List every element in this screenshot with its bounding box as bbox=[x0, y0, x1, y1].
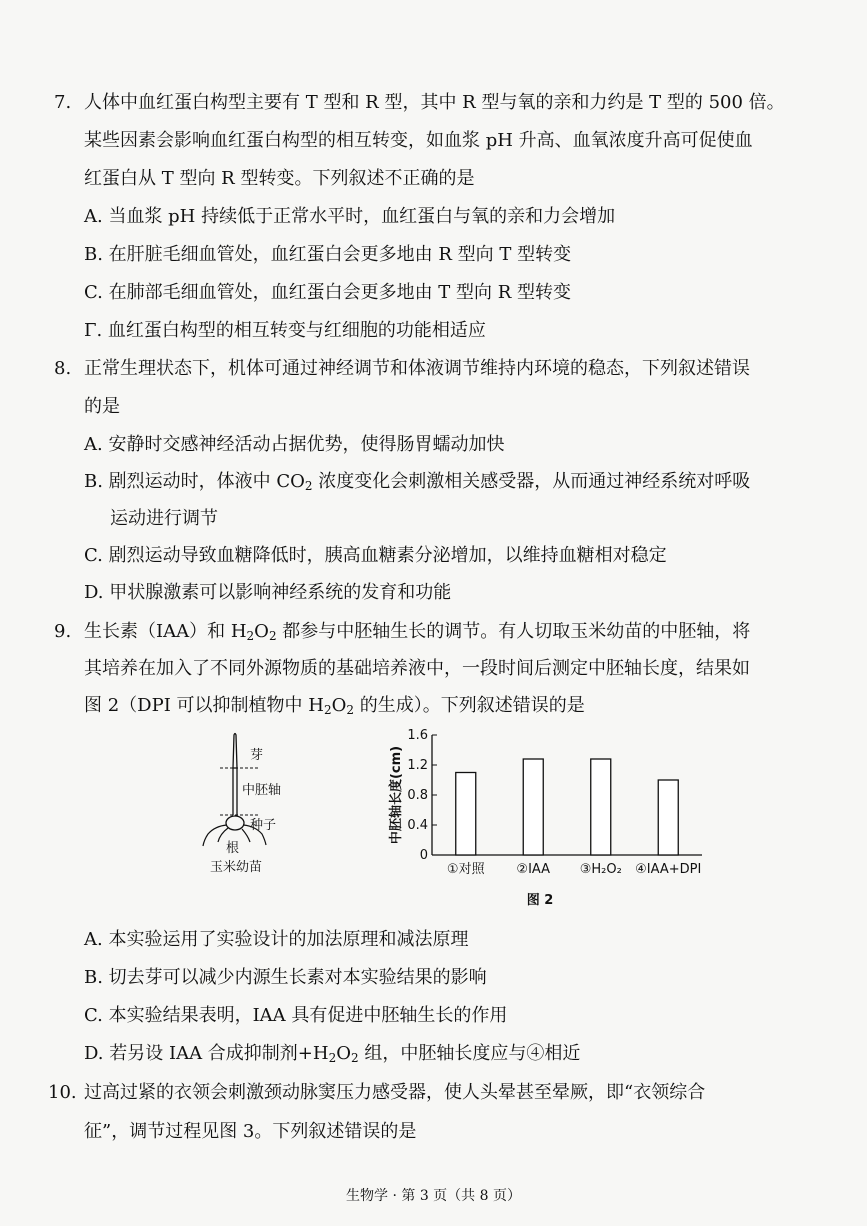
q8-option-b-text-rest: 浓度变化会刺激相关感受器，从而通过神经系统对呼吸 bbox=[312, 471, 751, 492]
q8-option-b bbox=[84, 470, 750, 494]
y-tick-label: 0 bbox=[419, 848, 428, 863]
bar bbox=[456, 773, 476, 856]
x-tick-label: ③H₂O₂ bbox=[579, 862, 622, 877]
sub-2: 2 bbox=[268, 629, 277, 643]
x-tick-label: ②IAA bbox=[516, 862, 551, 877]
q9-stem-text: O bbox=[331, 695, 347, 716]
y-axis-label: 中胚轴长度(cm) bbox=[389, 745, 404, 845]
q7-option-b: B. 在肝脏毛细血管处，血红蛋白会更多地由 R 型向 T 型转变 bbox=[84, 244, 572, 265]
q7-option-c: C. 在肺部毛细血管处，血红蛋白会更多地由 T 型向 R 型转变 bbox=[84, 282, 572, 303]
sub-2: 2 bbox=[350, 1051, 359, 1065]
sub-2: 2 bbox=[246, 629, 255, 643]
q9-option-a: A. 本实验运用了实验设计的加法原理和减法原理 bbox=[84, 929, 469, 950]
q9-stem-text: 都参与中胚轴生长的调节。有人切取玉米幼苗的中胚轴，将 bbox=[276, 621, 751, 642]
q8-option-d: D. 甲状腺激素可以影响神经系统的发育和功能 bbox=[84, 582, 452, 603]
q7-stem-line-1: 人体中血红蛋白构型主要有 T 型和 R 型，其中 R 型与氧的亲和力约是 T 型的 500 倍。 bbox=[84, 92, 785, 113]
q9-option-d-text: D. 若另设 IAA 合成抑制剂+H bbox=[84, 1043, 329, 1064]
seedling-caption: 玉米幼苗 bbox=[210, 860, 263, 875]
mesocotyl-label: 中胚轴 bbox=[242, 783, 282, 798]
q8-option-c: C. 剧烈运动导致血糖降低时，胰高血糖素分泌增加，以维持血糖相对稳定 bbox=[84, 545, 667, 566]
bar bbox=[591, 759, 611, 855]
q9-stem-line-2: 其培养在加入了不同外源物质的基础培养液中，一段时间后测定中胚轴长度，结果如 bbox=[84, 658, 750, 679]
q9-option-d-text: O bbox=[336, 1043, 351, 1064]
page-footer: 生物学 · 第 3 页（共 8 页） bbox=[346, 1188, 521, 1204]
sub-2: 2 bbox=[323, 703, 332, 717]
q10-number: 10. bbox=[48, 1082, 77, 1103]
sub-2: 2 bbox=[346, 703, 355, 717]
seed-label: 种子 bbox=[250, 818, 277, 833]
q9-number: 9. bbox=[54, 621, 72, 642]
bar bbox=[523, 759, 543, 855]
chart-svg bbox=[380, 725, 710, 910]
y-tick-label: 0.4 bbox=[407, 818, 428, 833]
q9-stem-text: 生长素（IAA）和 H bbox=[84, 621, 247, 642]
q9-stem-line-3 bbox=[84, 694, 585, 718]
q8-option-b-sub: 2 bbox=[304, 479, 313, 493]
sub-2: 2 bbox=[328, 1051, 337, 1065]
mesocotyl-length-chart bbox=[380, 725, 710, 910]
bar bbox=[658, 780, 678, 855]
q9-option-c: C. 本实验结果表明，IAA 具有促进中胚轴生长的作用 bbox=[84, 1005, 508, 1026]
chart-caption: 图 2 bbox=[526, 893, 554, 908]
q9-option-d-text: 组，中胚轴长度应与④相近 bbox=[358, 1043, 581, 1064]
bud-label: 芽 bbox=[250, 748, 264, 763]
q10-stem-line-1: 过高过紧的衣领会刺激颈动脉窦压力感受器，使人头晕甚至晕厥，即“衣领综合 bbox=[84, 1082, 706, 1103]
q7-option-d: Γ. 血红蛋白构型的相互转变与红细胞的功能相适应 bbox=[84, 320, 486, 341]
root-label: 根 bbox=[226, 841, 240, 856]
q8-option-b-text: B. 剧烈运动时，体液中 CO bbox=[84, 471, 305, 492]
y-tick-label: 1.6 bbox=[407, 728, 428, 743]
q9-stem-text: 的生成）。下列叙述错误的是 bbox=[354, 695, 585, 716]
q9-stem-line-1 bbox=[84, 620, 750, 644]
q9-stem-text: O bbox=[254, 621, 269, 642]
q7-option-a: A. 当血浆 pH 持续低于正常水平时，血红蛋白与氧的亲和力会增加 bbox=[84, 206, 616, 227]
q9-option-d bbox=[84, 1042, 580, 1066]
q8-stem-line-2: 的是 bbox=[84, 396, 120, 417]
q7-number: 7. bbox=[54, 92, 72, 113]
q9-stem-text: 图 2（DPI 可以抑制植物中 H bbox=[84, 695, 324, 716]
q8-stem-line-1: 正常生理状态下，机体可通过神经调节和体液调节维持内环境的稳态，下列叙述错误 bbox=[84, 358, 750, 379]
x-tick-label: ①对照 bbox=[446, 862, 485, 877]
q10-stem-line-2: 征”，调节过程见图 3。下列叙述错误的是 bbox=[84, 1121, 417, 1142]
q8-option-a: A. 安静时交感神经活动占据优势，使得肠胃蠕动加快 bbox=[84, 434, 505, 455]
q7-stem-line-2: 某些因素会影响血红蛋白构型的相互转变，如血浆 pH 升高、血氧浓度升高可促使血 bbox=[84, 130, 753, 151]
q9-option-b: B. 切去芽可以减少内源生长素对本实验结果的影响 bbox=[84, 967, 487, 988]
q7-stem-line-3: 红蛋白从 T 型向 R 型转变。下列叙述不正确的是 bbox=[84, 168, 475, 189]
x-tick-label: ④IAA+DPI bbox=[635, 862, 702, 877]
maize-seedling-figure bbox=[190, 730, 310, 880]
y-tick-label: 1.2 bbox=[407, 758, 428, 773]
y-tick-label: 0.8 bbox=[407, 788, 428, 803]
q8-number: 8. bbox=[54, 358, 72, 379]
q8-option-b-continued: 运动进行调节 bbox=[110, 508, 218, 529]
